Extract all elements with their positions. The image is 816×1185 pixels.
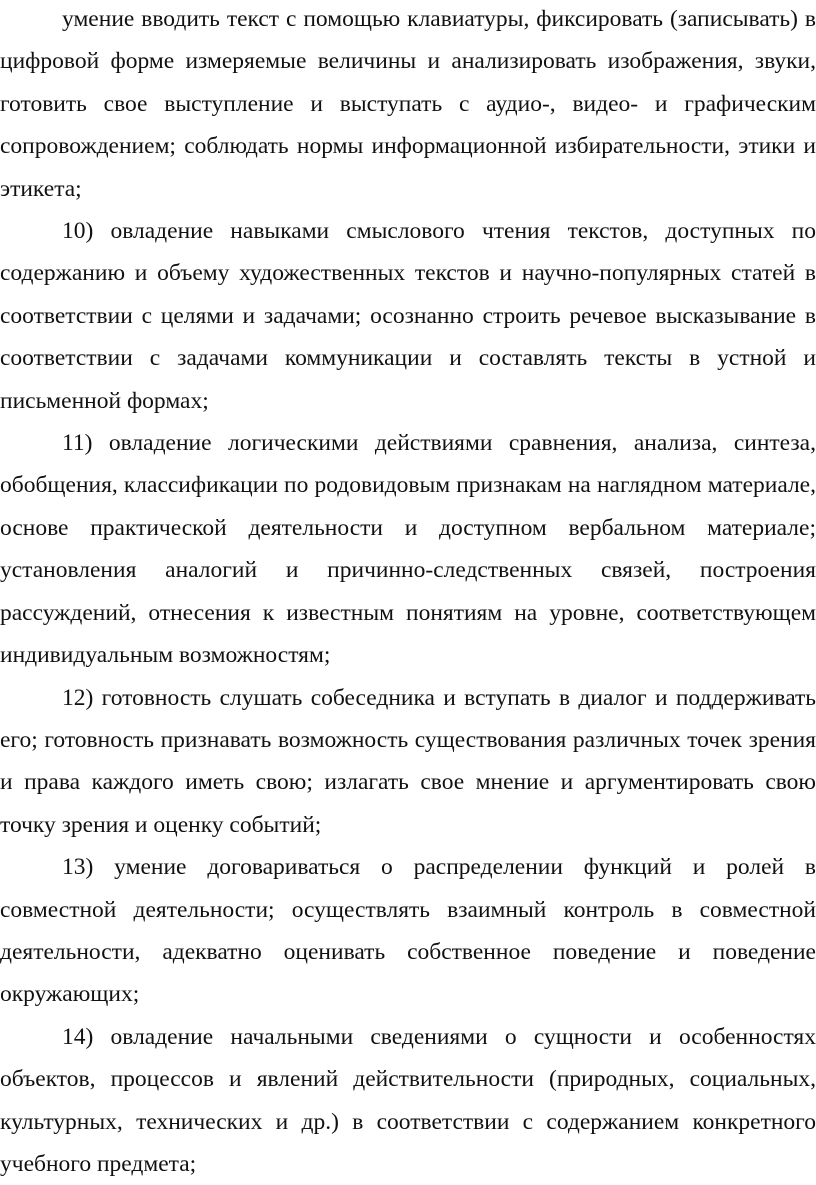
paragraph-item-12: 12) готовность слушать собеседника и вступать в диалог и поддерживать его; готовность признавать возможность существования различных точек зрения и права каждого иметь свою; излагать свое мнение и аргументировать свою точку зрения и оценку событий;: [0, 684, 816, 838]
paragraph-item-11: 11) овладение логическими действиями сравнения, анализа, синтеза, обобщения, классификации по родовидовым признакам на наглядном материале, основе практической деятельности и доступном вербальном материале; установления аналогий и причинно-следственных связей, построения рассуждений, отнесения к известным понятиям на уровне, соответствующем индивидуальным возможностям;: [0, 430, 816, 669]
paragraph-item-10: 10) овладение навыками смыслового чтения текстов, доступных по содержанию и объему художественных текстов и научно-популярных статей в соответствии с целями и задачами; осознанно строить речевое высказывание в соответствии с задачами коммуникации и составлять тексты в устной и письменной формах;: [0, 218, 816, 414]
paragraph-item-14: 14) овладение начальными сведениями о сущности и особенностях объектов, процессов и явлений действительности (природных, социальных, культурных, технических и др.) в соответствии с содержанием конкретного учебного предмета;: [0, 1023, 816, 1177]
paragraph-continuation: умение вводить текст с помощью клавиатуры, фиксировать (записывать) в цифровой форме измеряемые величины и анализировать изображения, звуки, готовить свое выступление и выступать с аудио-, видео- и графическим сопровождением; соблюдать нормы информационной избирательности, этики и этикета;: [0, 6, 816, 202]
paragraph-item-13: 13) умение договариваться о распределении функций и ролей в совместной деятельности; осуществлять взаимный контроль в совместной деятельности, адекватно оценивать собственное поведение и поведение окружающих;: [0, 854, 816, 1008]
